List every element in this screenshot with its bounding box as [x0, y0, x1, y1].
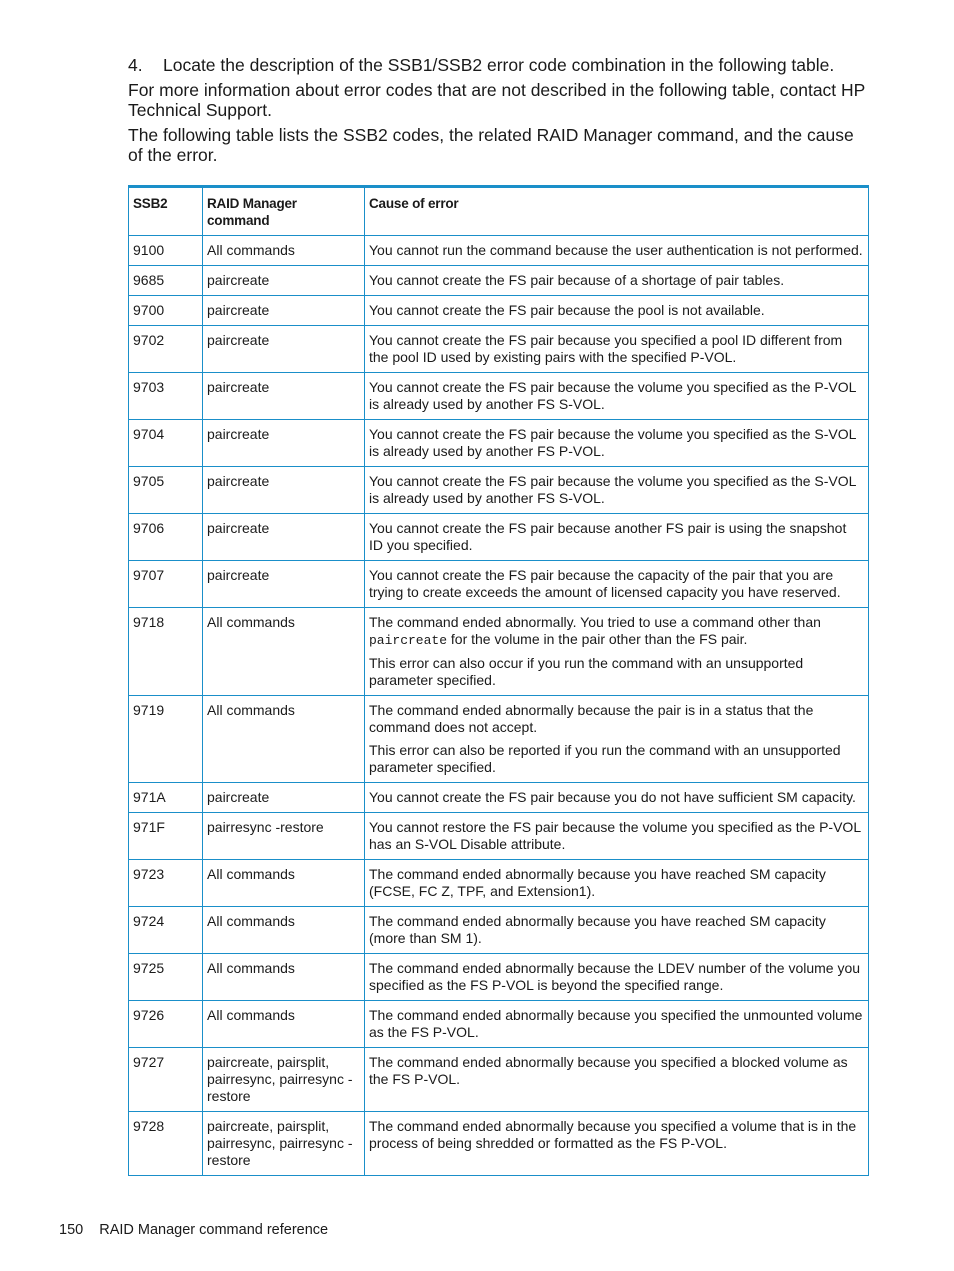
- cause-cell: [365, 266, 869, 296]
- header-ssb2: SSB2: [129, 187, 203, 236]
- ssb2-code-cell: 9685: [129, 266, 203, 296]
- cause-cell: [365, 813, 869, 860]
- ssb2-code-cell: 9707: [129, 561, 203, 608]
- cause-text: You cannot run the command because the user authentication is not performed.: [369, 242, 863, 258]
- table-row: [129, 236, 869, 266]
- step-4: [128, 55, 868, 75]
- cause-text: You cannot create the FS pair because you specified a pool ID different from the pool ID used by existing pairs with the specified P-VOL.: [369, 332, 843, 365]
- cause-text: You cannot create the FS pair because the pool is not available.: [369, 302, 765, 318]
- table-row: [129, 561, 869, 608]
- command-cell: paircreate: [203, 467, 365, 514]
- cause-text: You cannot create the FS pair because the volume you specified as the S-VOL is already used by another FS S-VOL.: [369, 473, 856, 506]
- cause-cell: [365, 561, 869, 608]
- command-cell: All commands: [203, 1001, 365, 1048]
- table-row: [129, 467, 869, 514]
- cause-text: You cannot create the FS pair because the volume you specified as the P-VOL is already used by another FS S-VOL.: [369, 379, 856, 412]
- table-row: [129, 860, 869, 907]
- cause-cell: [365, 860, 869, 907]
- header-cause-of-error: Cause of error: [365, 187, 869, 236]
- ssb2-code-cell: 971F: [129, 813, 203, 860]
- cause-text: The command ended abnormally because the pair is in a status that the command does not accept.: [369, 702, 814, 735]
- step-number: 4.: [128, 55, 143, 75]
- command-cell: paircreate: [203, 266, 365, 296]
- ssb2-code-cell: 9724: [129, 907, 203, 954]
- cause-text: The command ended abnormally because you specified a blocked volume as the FS P-VOL.: [369, 1054, 848, 1087]
- cause-text: The command ended abnormally because you specified a volume that is in the process of being shredded or formatted as the FS P-VOL.: [369, 1118, 857, 1151]
- command-cell: All commands: [203, 954, 365, 1001]
- ssb2-code-cell: 971A: [129, 783, 203, 813]
- cause-text: This error can also occur if you run the command with an unsupported parameter specified.: [369, 655, 804, 688]
- table-row: [129, 1048, 869, 1112]
- ssb2-code-cell: 9725: [129, 954, 203, 1001]
- intro-section: [128, 55, 868, 165]
- cause-text: You cannot create the FS pair because the capacity of the pair that you are trying to create exceeds the amount of licensed capacity you have reserved.: [369, 567, 841, 600]
- command-cell: paircreate, pairsplit, pairresync, pairresync -restore: [203, 1112, 365, 1176]
- command-cell: All commands: [203, 608, 365, 696]
- cause-text: The command ended abnormally because you specified the unmounted volume as the FS P-VOL.: [369, 1007, 863, 1040]
- ssb2-code-cell: 9100: [129, 236, 203, 266]
- table-row: [129, 696, 869, 783]
- table-row: [129, 326, 869, 373]
- cause-cell: [365, 373, 869, 420]
- table-row: [129, 954, 869, 1001]
- ssb2-code-cell: 9718: [129, 608, 203, 696]
- cause-cell: [365, 608, 869, 696]
- cause-cell: [365, 696, 869, 783]
- inline-command-code: paircreate: [369, 633, 448, 648]
- table-header-row: [129, 187, 869, 236]
- cause-cell: [365, 783, 869, 813]
- ssb2-code-cell: 9704: [129, 420, 203, 467]
- cause-text: You cannot restore the FS pair because the volume you specified as the P-VOL has an S-VOL Disable attribute.: [369, 819, 861, 852]
- cause-text: The command ended abnormally because the LDEV number of the volume you specified as the FS P-VOL is beyond the specified range.: [369, 960, 861, 993]
- command-cell: paircreate: [203, 514, 365, 561]
- table-row: [129, 420, 869, 467]
- footer-section-title: RAID Manager command reference: [99, 1222, 329, 1238]
- table-body: [129, 236, 869, 1176]
- ssb2-code-cell: 9705: [129, 467, 203, 514]
- cause-cell: [365, 420, 869, 467]
- command-cell: paircreate: [203, 561, 365, 608]
- cause-cell: [365, 1048, 869, 1112]
- table-row: [129, 608, 869, 696]
- command-cell: All commands: [203, 236, 365, 266]
- ssb2-code-cell: 9726: [129, 1001, 203, 1048]
- table-row: [129, 1001, 869, 1048]
- table-row: [129, 1112, 869, 1176]
- table-row: [129, 907, 869, 954]
- cause-cell: [365, 954, 869, 1001]
- cause-text: This error can also be reported if you run the command with an unsupported parameter specified.: [369, 742, 841, 775]
- cause-cell: [365, 296, 869, 326]
- cause-text: You cannot create the FS pair because you do not have sufficient SM capacity.: [369, 789, 856, 805]
- ssb2-code-cell: 9700: [129, 296, 203, 326]
- ssb2-code-cell: 9703: [129, 373, 203, 420]
- table-row: [129, 813, 869, 860]
- command-cell: paircreate: [203, 296, 365, 326]
- ssb2-code-cell: 9723: [129, 860, 203, 907]
- command-cell: paircreate: [203, 373, 365, 420]
- command-cell: pairresync -restore: [203, 813, 365, 860]
- command-cell: All commands: [203, 860, 365, 907]
- command-cell: paircreate, pairsplit, pairresync, pairresync -restore: [203, 1048, 365, 1112]
- cause-cell: [365, 467, 869, 514]
- ssb2-code-cell: 9719: [129, 696, 203, 783]
- cause-text: You cannot create the FS pair because another FS pair is using the snapshot ID you specified.: [369, 520, 847, 553]
- cause-text-fragment: for the volume in the pair other than the FS pair.: [447, 631, 748, 647]
- cause-cell: [365, 907, 869, 954]
- cause-cell: [365, 1112, 869, 1176]
- command-cell: paircreate: [203, 420, 365, 467]
- table-row: [129, 296, 869, 326]
- cause-cell: [365, 1001, 869, 1048]
- intro-paragraph-2: The following table lists the SSB2 codes, the related RAID Manager command, and the cause of the error.: [128, 125, 854, 165]
- cause-text-fragment: The command ended abnormally. You tried to use a command other than: [369, 614, 821, 630]
- cause-text: You cannot create the FS pair because of a shortage of pair tables.: [369, 272, 785, 288]
- page-footer: [59, 1222, 328, 1238]
- cause-text: You cannot create the FS pair because the volume you specified as the S-VOL is already used by another FS P-VOL.: [369, 426, 856, 459]
- ssb2-code-cell: 9706: [129, 514, 203, 561]
- cause-text: The command ended abnormally because you have reached SM capacity (more than SM 1).: [369, 913, 826, 946]
- page-number: 150: [59, 1222, 84, 1238]
- command-cell: All commands: [203, 696, 365, 783]
- ssb2-code-cell: 9702: [129, 326, 203, 373]
- cause-cell: [365, 236, 869, 266]
- table-row: [129, 373, 869, 420]
- step-text: Locate the description of the SSB1/SSB2 error code combination in the following table.: [163, 55, 835, 75]
- cause-cell: [365, 326, 869, 373]
- ssb2-error-table: [128, 185, 869, 1176]
- table-row: [129, 266, 869, 296]
- table-row: [129, 783, 869, 813]
- table-row: [129, 514, 869, 561]
- command-cell: paircreate: [203, 783, 365, 813]
- ssb2-code-cell: 9727: [129, 1048, 203, 1112]
- command-cell: All commands: [203, 907, 365, 954]
- cause-text: [369, 614, 864, 649]
- command-cell: paircreate: [203, 326, 365, 373]
- header-raid-manager-command: RAID Manager command: [203, 187, 365, 236]
- ssb2-code-cell: 9728: [129, 1112, 203, 1176]
- intro-paragraph-1: For more information about error codes that are not described in the following table, contact HP Technical Support.: [128, 80, 866, 120]
- cause-text: The command ended abnormally because you have reached SM capacity (FCSE, FC Z, TPF, and Extension1).: [369, 866, 826, 899]
- cause-cell: [365, 514, 869, 561]
